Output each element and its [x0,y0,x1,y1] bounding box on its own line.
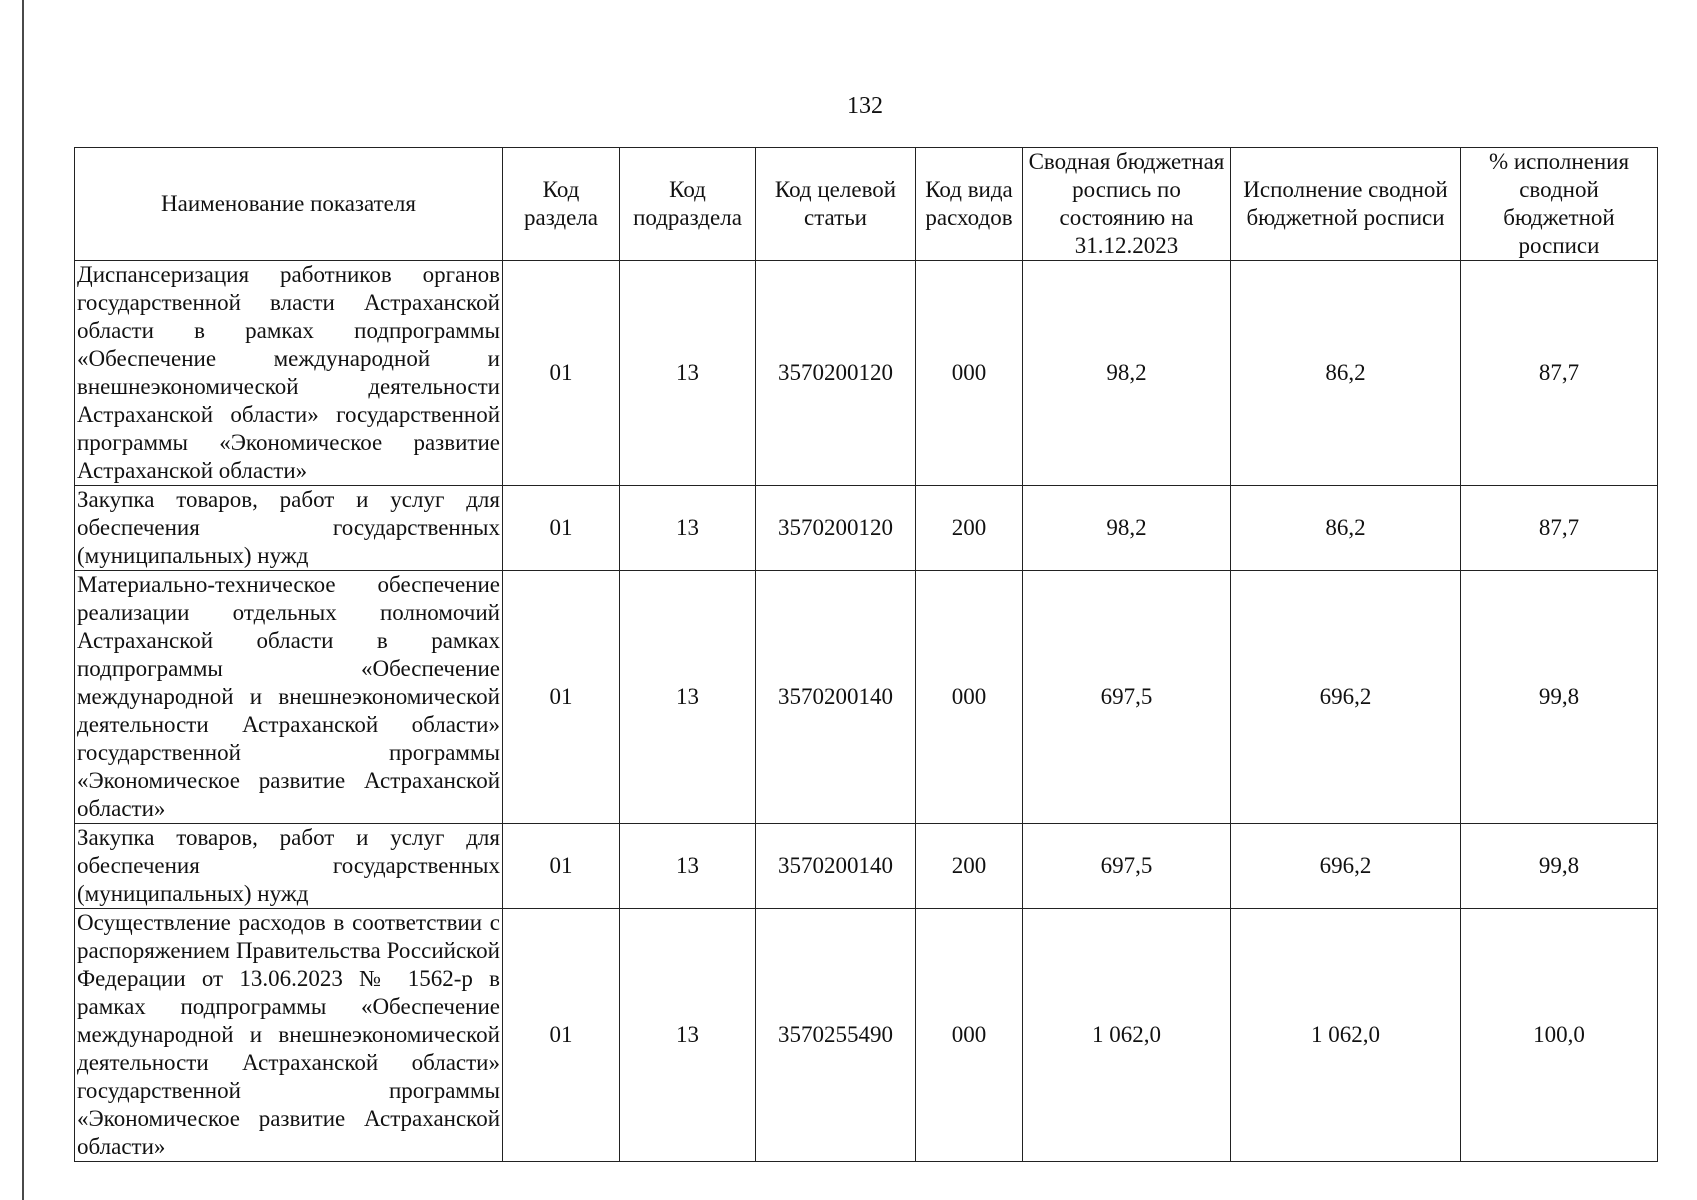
header-indicator-name: Наименование показателя [75,148,503,261]
cell-target-code: 3570200120 [756,261,916,486]
cell-expense-type-code: 200 [916,824,1023,909]
cell-section-code: 01 [503,824,620,909]
cell-subsection-code: 13 [620,824,756,909]
header-target-code: Код целевой статьи [756,148,916,261]
cell-indicator-name: Материально-техническое обеспечение реализации отдельных полномочий Астраханской области в рамках подпрограммы «Обеспечение международной и внешнеэкономической деятельности Астраханской области» государственной программы «Экономическое развитие Астраханской области» [75,571,503,824]
cell-budget-plan: 98,2 [1023,486,1231,571]
cell-indicator-name: Закупка товаров, работ и услуг для обеспечения государственных (муниципальных) нужд [75,486,503,571]
cell-section-code: 01 [503,486,620,571]
cell-budget-plan: 1 062,0 [1023,909,1231,1162]
table-row [75,909,1658,1162]
cell-budget-plan: 697,5 [1023,824,1231,909]
cell-budget-plan: 697,5 [1023,571,1231,824]
budget-execution-table [74,147,1658,1162]
cell-execution-percent: 100,0 [1461,909,1658,1162]
cell-subsection-code: 13 [620,909,756,1162]
cell-target-code: 3570200120 [756,486,916,571]
cell-subsection-code: 13 [620,571,756,824]
cell-target-code: 3570200140 [756,824,916,909]
cell-indicator-name: Диспансеризация работников органов государственной власти Астраханской области в рамках подпрограммы «Обеспечение международной и внешнеэкономической деятельности Астраханской области» государственной программы «Экономическое развитие Астраханской области» [75,261,503,486]
cell-indicator-name: Закупка товаров, работ и услуг для обеспечения государственных (муниципальных) нужд [75,824,503,909]
table-header-row [75,148,1658,261]
cell-budget-execution: 1 062,0 [1231,909,1461,1162]
cell-target-code: 3570255490 [756,909,916,1162]
cell-expense-type-code: 000 [916,571,1023,824]
header-subsection-code: Код подраздела [620,148,756,261]
cell-expense-type-code: 200 [916,486,1023,571]
cell-budget-execution: 86,2 [1231,261,1461,486]
cell-section-code: 01 [503,261,620,486]
header-budget-execution: Исполнение сводной бюджетной росписи [1231,148,1461,261]
cell-budget-execution: 696,2 [1231,824,1461,909]
cell-expense-type-code: 000 [916,261,1023,486]
table-row [75,571,1658,824]
cell-expense-type-code: 000 [916,909,1023,1162]
cell-section-code: 01 [503,909,620,1162]
table-row [75,824,1658,909]
cell-subsection-code: 13 [620,261,756,486]
header-expense-type-code: Код вида расходов [916,148,1023,261]
table-row [75,261,1658,486]
header-budget-plan: Сводная бюджетная роспись по состоянию на 31.12.2023 [1023,148,1231,261]
cell-execution-percent: 99,8 [1461,824,1658,909]
cell-budget-execution: 696,2 [1231,571,1461,824]
cell-execution-percent: 87,7 [1461,261,1658,486]
cell-budget-plan: 98,2 [1023,261,1231,486]
header-execution-percent: % исполнения сводной бюджетной росписи [1461,148,1658,261]
cell-execution-percent: 87,7 [1461,486,1658,571]
cell-budget-execution: 86,2 [1231,486,1461,571]
page-number: 132 [847,93,883,119]
cell-indicator-name: Осуществление расходов в соответствии с распоряжением Правительства Российской Федерации от 13.06.2023 № 1562-р в рамках подпрограммы «Обеспечение международной и внешнеэкономической деятельности Астраханской области» государственной программы «Экономическое развитие Астраханской области» [75,909,503,1162]
cell-execution-percent: 99,8 [1461,571,1658,824]
cell-section-code: 01 [503,571,620,824]
table-row [75,486,1658,571]
header-section-code: Код раздела [503,148,620,261]
cell-subsection-code: 13 [620,486,756,571]
page-binding-line [22,0,24,1200]
cell-target-code: 3570200140 [756,571,916,824]
